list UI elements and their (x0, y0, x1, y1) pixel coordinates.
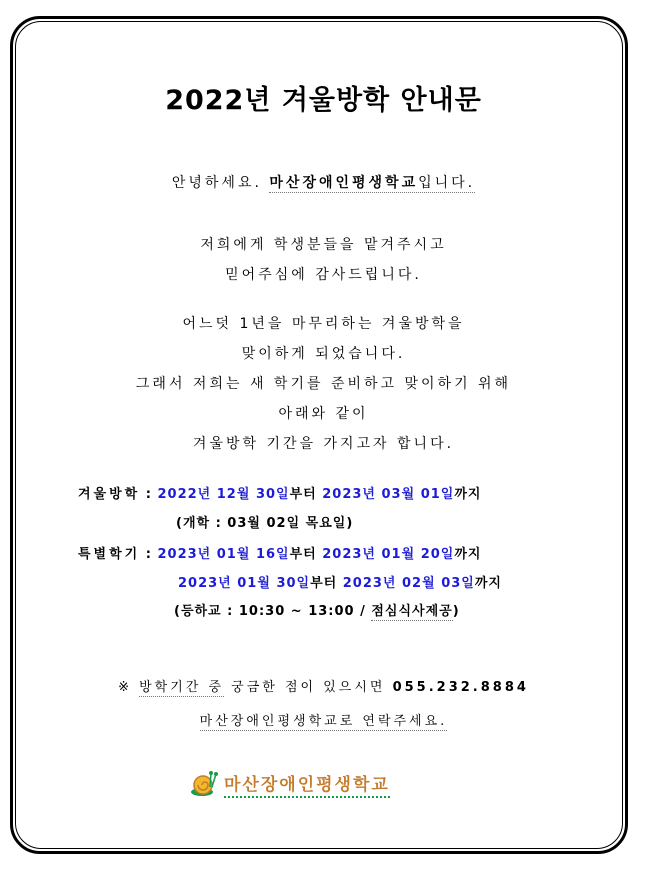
special-r1-from: 부터 (289, 547, 323, 562)
special-r1-start: 2023년 01월 16일 (157, 547, 290, 562)
special-r2-start: 2023년 01월 30일 (178, 576, 311, 591)
body-line-4: 아래와 같이 (278, 406, 369, 422)
greeting-line (0, 172, 647, 192)
winter-start: 2022년 12월 30일 (157, 487, 290, 502)
special-note-prefix: (등하교 : 10:30 ~ 13:00 / (174, 604, 372, 619)
special-r2-end: 2023년 02월 03일 (342, 576, 475, 591)
winter-note: (개학 : 03월 02일 목요일) (176, 516, 354, 531)
contact-line-2 (0, 710, 647, 729)
greeting-suffix: 입니다. (418, 175, 476, 191)
winter-from: 부터 (289, 487, 323, 502)
winter-sep: : (140, 487, 158, 502)
contact-prefix: ※ (118, 680, 140, 695)
page-title: 2022년 겨울방학 안내문 (165, 85, 482, 116)
body-line-3: 그래서 저희는 새 학기를 준비하고 맞이하기 위해 (135, 376, 512, 392)
special-r1-end: 2023년 01월 20일 (322, 547, 455, 562)
special-note-lunch: 점심식사제공 (371, 604, 453, 619)
body-line-1: 어느덧 1년을 마무리하는 겨울방학을 (182, 316, 465, 332)
special-term-row-1 (78, 543, 481, 562)
special-r1-until: 까지 (454, 547, 482, 562)
body-line-5: 겨울방학 기간을 가지고자 합니다. (192, 436, 455, 452)
special-r2-from: 부터 (310, 576, 343, 591)
special-note-suffix: ) (452, 604, 460, 619)
special-label: 특별학기 (78, 547, 141, 562)
special-r2-until: 까지 (474, 576, 502, 591)
contact-line-1 (0, 676, 647, 695)
thanks-line-2: 믿어주심에 감사드립니다. (225, 267, 422, 283)
special-sep: : (140, 547, 158, 562)
thanks-line-1: 저희에게 학생분들을 맡겨주시고 (200, 237, 447, 253)
winter-until: 까지 (454, 487, 482, 502)
school-logo (190, 770, 390, 798)
winter-end: 2023년 03월 01일 (322, 487, 455, 502)
greeting-school: 마산장애인평생학교 (269, 175, 419, 191)
special-term-row-2 (178, 572, 502, 591)
special-note (174, 600, 460, 619)
body-line-2: 맞이하게 되었습니다. (241, 346, 406, 362)
greeting-prefix: 안녕하세요. (171, 175, 270, 191)
logo-text: 마산장애인평생학교 (224, 770, 390, 798)
contact-text-1: 방학기간 중 (139, 680, 225, 695)
winter-break-row (78, 483, 481, 502)
contact-line-2-text: 마산장애인평생학교로 연락주세요. (199, 714, 448, 729)
snail-icon (190, 770, 220, 798)
contact-text-2: 궁금한 점이 있으시면 (224, 680, 393, 695)
contact-phone: 055.232.8884 (392, 680, 529, 695)
winter-label: 겨울방학 (78, 487, 141, 502)
